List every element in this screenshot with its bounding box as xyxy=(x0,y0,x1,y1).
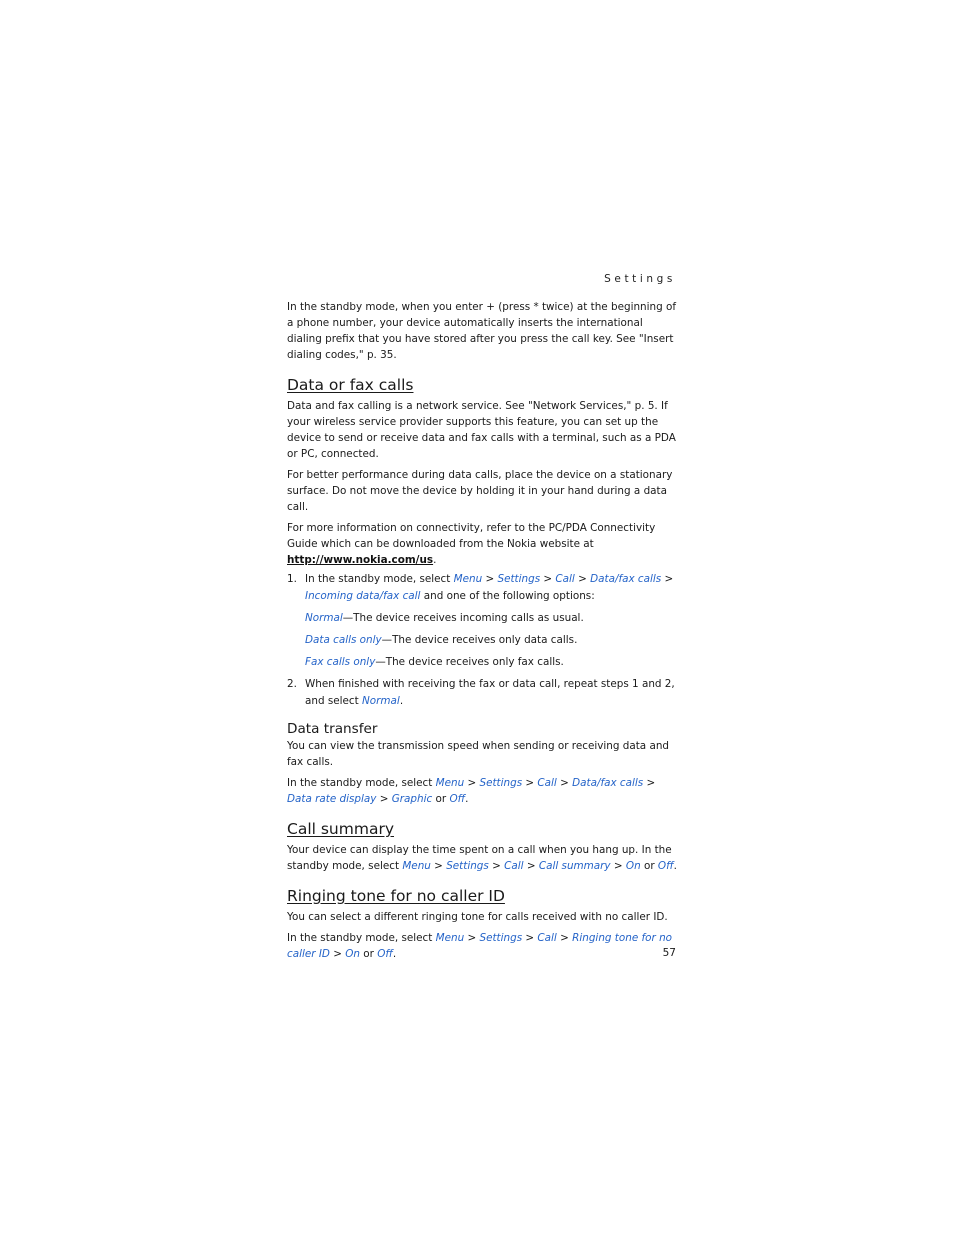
menu-path-settings: Settings xyxy=(497,573,541,585)
data-fax-paragraph-3: For more information on connectivity, refer to the PC/PDA Connectivity Guide which can be downloaded from the Nokia website at http://www.nokia.com/us. xyxy=(287,522,656,566)
data-transfer-paragraph-2: In the standby mode, select Menu > Settings > Call > Data/fax calls > Data rate display > Graphic or Off. xyxy=(287,777,656,805)
heading-data-or-fax-calls: Data or fax calls xyxy=(287,376,414,394)
step-2: 2. When finished with receiving the fax or data call, repeat steps 1 and 2, and select Normal. xyxy=(287,678,675,707)
step-1: 1. In the standby mode, select Menu > Settings > Call > Data/fax calls > Incoming data/fax call and one of the following options: Normal—The device receives incoming calls as usual. Data calls only—The device receives only data calls. Fax calls only—The device receives only fax calls. xyxy=(287,571,677,671)
heading-ringing-tone-no-caller-id: Ringing tone for no caller ID xyxy=(287,887,505,905)
data-transfer-paragraph-1: You can view the transmission speed when sending or receiving data and fax calls. xyxy=(287,740,669,768)
menu-path-incoming-data-fax-call: Incoming data/fax call xyxy=(305,590,421,602)
ringing-paragraph-1: You can select a different ringing tone for calls received with no caller ID. xyxy=(287,911,668,923)
data-fax-steps xyxy=(287,571,677,710)
data-fax-paragraph-2: For better performance during data calls, place the device on a stationary surface. Do not move the device by holding it in your hand during a data call. xyxy=(287,469,673,513)
option-normal: Normal—The device receives incoming calls as usual. xyxy=(305,612,584,624)
intro-paragraph: In the standby mode, when you enter + (press * twice) at the beginning of a phone number, your device automatically inserts the international dialing prefix that you have stored after you press the call key. See "Insert dialing codes," p. 35. xyxy=(287,301,677,361)
option-fax-calls-only: Fax calls only—The device receives only fax calls. xyxy=(305,656,564,668)
page-number: 57 xyxy=(662,947,676,959)
heading-data-transfer: Data transfer xyxy=(287,721,378,737)
option-data-calls-only: Data calls only—The device receives only data calls. xyxy=(305,634,578,646)
menu-path-menu: Menu xyxy=(453,573,483,585)
menu-path-call: Call xyxy=(555,573,575,585)
call-summary-paragraph: Your device can display the time spent on a call when you hang up. In the standby mode, select Menu > Settings > Call > Call summary > On or Off. xyxy=(287,844,677,872)
page-content xyxy=(287,299,677,962)
running-header: Settings xyxy=(604,273,676,285)
ringing-paragraph-2: In the standby mode, select Menu > Settings > Call > Ringing tone for no caller ID > On or Off. xyxy=(287,932,673,960)
menu-path-data-fax-calls: Data/fax calls xyxy=(590,573,662,585)
menu-path-normal: Normal xyxy=(362,695,400,707)
heading-call-summary: Call summary xyxy=(287,820,395,838)
nokia-website-link[interactable]: http://www.nokia.com/us xyxy=(287,554,434,566)
data-fax-paragraph-1: Data and fax calling is a network service. See "Network Services," p. 5. If your wireless service provider supports this feature, you can set up the device to send or receive data and fax calls with a terminal, such as a PDA or PC, connected. xyxy=(287,400,676,460)
